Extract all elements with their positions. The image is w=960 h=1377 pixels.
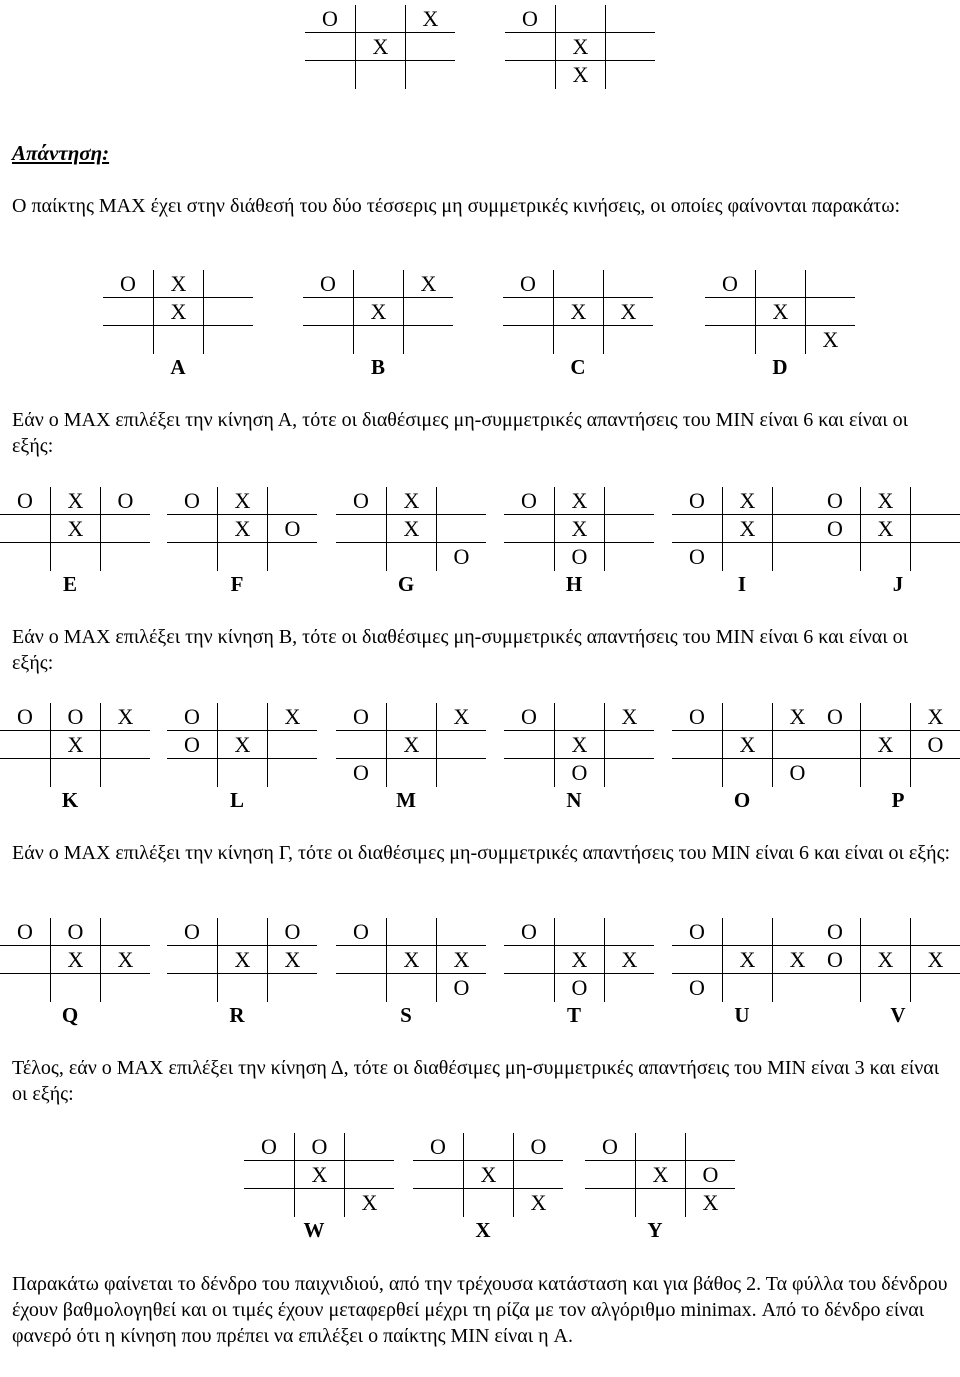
board-cell [0, 759, 50, 787]
board-cell: X [217, 515, 267, 543]
board-cell [504, 731, 554, 759]
board-label: A [170, 355, 186, 379]
board-label: W [303, 1218, 325, 1242]
board-cell [635, 1189, 685, 1217]
board-cell [604, 918, 654, 946]
board-cell: O [505, 5, 555, 33]
board-e [0, 487, 150, 571]
board-cell [860, 918, 910, 946]
board-cell [355, 5, 405, 33]
board-cell [436, 759, 486, 787]
board-cell [685, 1133, 735, 1161]
board-cell [167, 543, 217, 571]
board-label: J [892, 572, 904, 596]
board-cell [504, 946, 554, 974]
board-b [303, 270, 453, 354]
board-cell: O [167, 703, 217, 731]
board-cell [0, 731, 50, 759]
board-cell [386, 759, 436, 787]
board-cell [505, 33, 555, 61]
closing-paragraph: Παρακάτω φαίνεται το δένδρο του παιχνιδιού, από την τρέχουσα κατάσταση και για βάθος 2. Τα φύλλα του δένδρου έχουν βαθμολογηθεί και οι τιμές έχουν μεταφερθεί μέχρι τη ρίζα με τον αλγόριθμο minimax. Από το δένδρο είναι φανερό ότι η κίνηση που πρέπει να επιλέξει ο παίκτης MIN είναι η A. [12, 1273, 948, 1347]
board-cell: X [755, 298, 805, 326]
board-j [810, 487, 960, 571]
board-cell [860, 974, 910, 1002]
board-cell [554, 703, 604, 731]
board-cell [100, 731, 150, 759]
board-cell [203, 270, 253, 298]
board-cell: X [554, 515, 604, 543]
board-cell: X [722, 946, 772, 974]
board-cell: O [685, 1161, 735, 1189]
answer-heading: Απάντηση: [12, 141, 110, 165]
board-cell [553, 270, 603, 298]
board-label: K [61, 788, 79, 812]
board-cell: O [436, 974, 486, 1002]
board-cell: O [267, 515, 317, 543]
board-cell: O [303, 270, 353, 298]
board-cell [336, 515, 386, 543]
board-cell [554, 918, 604, 946]
board-cell: X [50, 946, 100, 974]
board-cell: O [672, 918, 722, 946]
board-q [0, 918, 150, 1002]
board-cell [604, 759, 654, 787]
board-cell: X [722, 731, 772, 759]
board-cell [722, 974, 772, 1002]
board-d [705, 270, 855, 354]
board-cell [555, 5, 605, 33]
board-cell: O [585, 1133, 635, 1161]
board-cell: O [672, 703, 722, 731]
board-cell: X [217, 731, 267, 759]
board-cell [603, 270, 653, 298]
board-cell: X [463, 1161, 513, 1189]
board-cell: X [860, 946, 910, 974]
board-cell [153, 326, 203, 354]
board-cell [910, 759, 960, 787]
board-cell: O [267, 918, 317, 946]
board-cell [672, 946, 722, 974]
board-cell [405, 33, 455, 61]
board-cell: O [336, 487, 386, 515]
board-n [504, 703, 654, 787]
board-cell: X [50, 487, 100, 515]
board-cell: O [336, 703, 386, 731]
board-v [810, 918, 960, 1002]
board-cell: O [305, 5, 355, 33]
board-cell [810, 759, 860, 787]
board-cell: O [672, 487, 722, 515]
board-cell: O [504, 918, 554, 946]
board-m [336, 703, 486, 787]
board-cell: O [554, 759, 604, 787]
board-cell [910, 543, 960, 571]
board-cell: X [153, 298, 203, 326]
board-label: T [566, 1003, 581, 1027]
board-cell: O [0, 918, 50, 946]
board-p [810, 703, 960, 787]
board-cell [217, 759, 267, 787]
board-cell [604, 731, 654, 759]
board-cell: X [294, 1161, 344, 1189]
board-cell [344, 1161, 394, 1189]
board-cell: X [805, 326, 855, 354]
board-cell: X [554, 731, 604, 759]
board-cell [604, 974, 654, 1002]
top-board [505, 5, 655, 89]
board-cell: O [513, 1133, 563, 1161]
board-label: H [565, 572, 583, 596]
board-cell [504, 543, 554, 571]
board-cell: X [217, 487, 267, 515]
board-cell: X [554, 487, 604, 515]
board-cell [436, 918, 486, 946]
board-cell: O [103, 270, 153, 298]
board-cell [386, 703, 436, 731]
board-u [672, 918, 822, 1002]
board-label: G [397, 572, 415, 596]
board-cell: X [344, 1189, 394, 1217]
board-cell: X [436, 703, 486, 731]
board-s [336, 918, 486, 1002]
board-cell: X [50, 515, 100, 543]
board-cell [267, 759, 317, 787]
board-cell [504, 974, 554, 1002]
board-l [167, 703, 317, 787]
board-cell [672, 515, 722, 543]
board-cell [50, 974, 100, 1002]
board-cell: X [555, 61, 605, 89]
board-cell: X [860, 731, 910, 759]
board-cell: X [353, 298, 403, 326]
board-cell [103, 298, 153, 326]
board-cell [336, 946, 386, 974]
board-cell: O [436, 543, 486, 571]
board-label: N [566, 788, 582, 812]
board-x [413, 1133, 563, 1217]
board-cell: X [405, 5, 455, 33]
board-cell: O [689, 975, 705, 1000]
board-cell: X [685, 1189, 735, 1217]
board-cell: X [386, 515, 436, 543]
board-cell [405, 61, 455, 89]
board-cell [585, 1189, 635, 1217]
board-cell: X [217, 946, 267, 974]
board-cell [0, 515, 50, 543]
board-cell: X [436, 946, 486, 974]
board-label: C [570, 355, 586, 379]
board-cell: X [910, 946, 960, 974]
board-cell: O [167, 487, 217, 515]
board-r [167, 918, 317, 1002]
board-cell [103, 326, 153, 354]
board-cell: O [50, 703, 100, 731]
board-cell: O [50, 918, 100, 946]
board-cell [50, 759, 100, 787]
board-cell [336, 731, 386, 759]
board-label: B [370, 355, 385, 379]
board-cell [810, 731, 860, 759]
board-cell: X [386, 946, 436, 974]
board-cell [386, 974, 436, 1002]
board-cell [0, 946, 50, 974]
board-cell: O [910, 731, 960, 759]
board-cell [267, 974, 317, 1002]
board-cell: X [604, 946, 654, 974]
board-cell [294, 1189, 344, 1217]
board-cell [860, 543, 910, 571]
board-cell: O [810, 487, 860, 515]
board-cell [305, 61, 355, 89]
board-cell [344, 1133, 394, 1161]
board-cell [305, 33, 355, 61]
board-cell: X [860, 515, 910, 543]
board-label: F [230, 572, 244, 596]
board-cell [100, 515, 150, 543]
board-cell: X [910, 703, 960, 731]
board-cell: O [167, 918, 217, 946]
board-o [672, 703, 822, 787]
board-cell: O [167, 731, 217, 759]
board-label: V [890, 1003, 906, 1027]
board-cell [355, 61, 405, 89]
top-board [305, 5, 455, 89]
board-cell: X [267, 946, 317, 974]
board-cell: O [689, 544, 705, 569]
board-cell [50, 543, 100, 571]
board-cell: O [810, 703, 860, 731]
board-cell [244, 1189, 294, 1217]
board-cell [167, 759, 217, 787]
board-w [244, 1133, 394, 1217]
board-cell: O [353, 760, 369, 785]
board-cell [353, 326, 403, 354]
board-label: U [734, 1003, 750, 1027]
board-cell: X [355, 33, 405, 61]
board-cell: O [554, 543, 604, 571]
board-label: E [62, 572, 77, 596]
board-cell [217, 918, 267, 946]
board-cell: O [294, 1133, 344, 1161]
board-cell [436, 515, 486, 543]
board-cell [386, 543, 436, 571]
board-cell: O [810, 918, 860, 946]
board-label: Y [647, 1218, 663, 1242]
board-cell [217, 974, 267, 1002]
board-cell: O [100, 487, 150, 515]
board-label: P [891, 788, 905, 812]
board-a [103, 270, 253, 354]
board-cell [217, 543, 267, 571]
board-cell: X [722, 487, 772, 515]
board-cell [603, 326, 653, 354]
board-cell [604, 515, 654, 543]
board-cell [203, 326, 253, 354]
board-cell [0, 543, 50, 571]
board-cell: X [513, 1189, 563, 1217]
board-cell [217, 703, 267, 731]
board-cell: O [705, 270, 755, 298]
board-cell: X [153, 270, 203, 298]
board-cell [100, 918, 150, 946]
board-t [504, 918, 654, 1002]
board-cell [167, 515, 217, 543]
board-label: I [737, 572, 747, 596]
board-cell [353, 270, 403, 298]
paragraph-move-a: Εάν ο MAX επιλέξει την κίνηση Α, τότε οι διαθέσιμες μη-συμμετρικές απαντήσεις του MIN είναι 6 και είναι οι εξής: [12, 409, 909, 457]
board-cell [463, 1133, 513, 1161]
board-cell [436, 487, 486, 515]
board-cell [604, 543, 654, 571]
board-cell: X [50, 731, 100, 759]
intro-paragraph: Ο παίκτης MAX έχει στην διάθεσή του δύο τέσσερις μη συμμετρικές κινήσεις, οι οποίες φαίνονται παρακάτω: [12, 195, 901, 217]
board-cell: O [244, 1133, 294, 1161]
board-cell [167, 946, 217, 974]
board-cell: O [0, 487, 50, 515]
board-cell: X [772, 946, 822, 974]
paragraph-move-c: Εάν ο MAX επιλέξει την κίνηση Γ, τότε οι διαθέσιμες μη-συμμετρικές απαντήσεις του MIN είναι 6 και είναι οι εξής: [12, 842, 951, 864]
board-cell: X [604, 703, 654, 731]
board-cell [722, 918, 772, 946]
paragraph-move-b: Εάν ο MAX επιλέξει την κίνηση B, τότε οι διαθέσιμες μη-συμμετρικές απαντήσεις του MIN είναι 6 και είναι οι εξής: [12, 626, 909, 674]
board-cell [386, 918, 436, 946]
board-cell [413, 1161, 463, 1189]
board-c [503, 270, 653, 354]
board-cell [0, 974, 50, 1002]
board-cell [303, 298, 353, 326]
board-cell: O [504, 487, 554, 515]
board-cell [505, 61, 555, 89]
board-cell [167, 974, 217, 1002]
board-cell [810, 974, 860, 1002]
board-cell: X [100, 946, 150, 974]
board-cell: X [386, 731, 436, 759]
board-label: D [772, 355, 788, 379]
board-cell [203, 298, 253, 326]
board-cell [336, 974, 386, 1002]
board-label: L [229, 788, 244, 812]
board-label: O [733, 788, 751, 812]
board-cell [244, 1161, 294, 1189]
board-cell [722, 759, 772, 787]
board-cell: X [772, 703, 822, 731]
board-cell [605, 61, 655, 89]
board-label: Q [61, 1003, 79, 1027]
board-cell [722, 703, 772, 731]
board-cell: O [0, 703, 50, 731]
board-cell: X [553, 298, 603, 326]
board-i [672, 487, 822, 571]
board-cell [504, 759, 554, 787]
board-cell: X [635, 1161, 685, 1189]
board-f [167, 487, 317, 571]
board-cell [860, 703, 910, 731]
board-cell: O [772, 759, 822, 787]
board-cell [810, 543, 860, 571]
board-cell [336, 543, 386, 571]
board-cell [513, 1161, 563, 1189]
board-label: X [475, 1218, 491, 1242]
board-cell [553, 326, 603, 354]
board-cell: X [100, 703, 150, 731]
board-cell: O [413, 1133, 463, 1161]
board-cell [585, 1161, 635, 1189]
board-cell: O [810, 515, 860, 543]
board-cell [303, 326, 353, 354]
board-cell [805, 270, 855, 298]
board-cell [635, 1133, 685, 1161]
board-k [0, 703, 150, 787]
board-g [336, 487, 486, 571]
board-cell: X [403, 270, 453, 298]
paragraph-move-d: Τέλος, εάν ο MAX επιλέξει την κίνηση Δ, τότε οι διαθέσιμες μη-συμμετρικές απαντήσεις του MIN είναι 3 και είναι οι εξής: [12, 1057, 940, 1105]
board-cell: O [503, 270, 553, 298]
board-cell [403, 298, 453, 326]
board-cell [910, 515, 960, 543]
board-h [504, 487, 654, 571]
board-cell [860, 759, 910, 787]
board-cell [672, 731, 722, 759]
board-cell [413, 1189, 463, 1217]
board-cell [100, 543, 150, 571]
board-cell: O [554, 974, 604, 1002]
board-cell [267, 487, 317, 515]
board-cell [503, 326, 553, 354]
board-cell [100, 974, 150, 1002]
board-cell: X [554, 946, 604, 974]
board-cell: O [810, 946, 860, 974]
board-cell: X [603, 298, 653, 326]
board-cell [910, 918, 960, 946]
board-cell [722, 543, 772, 571]
board-cell [755, 270, 805, 298]
board-cell [463, 1189, 513, 1217]
board-cell: X [860, 487, 910, 515]
board-y [585, 1133, 735, 1217]
board-label: S [400, 1003, 412, 1027]
board-cell: X [267, 703, 317, 731]
board-cell [672, 759, 722, 787]
board-cell: X [386, 487, 436, 515]
board-cell [504, 515, 554, 543]
board-cell: O [336, 918, 386, 946]
board-cell [705, 298, 755, 326]
board-cell [436, 731, 486, 759]
board-cell [605, 33, 655, 61]
board-cell [403, 326, 453, 354]
board-cell [910, 974, 960, 1002]
board-cell [503, 298, 553, 326]
board-cell [100, 759, 150, 787]
board-cell [755, 326, 805, 354]
board-cell: X [555, 33, 605, 61]
board-cell [805, 298, 855, 326]
board-cell: O [504, 703, 554, 731]
board-cell [605, 5, 655, 33]
board-cell [705, 326, 755, 354]
board-cell [604, 487, 654, 515]
board-cell [267, 731, 317, 759]
board-cell: X [722, 515, 772, 543]
board-cell [910, 487, 960, 515]
board-cell [267, 543, 317, 571]
board-label: R [229, 1003, 245, 1027]
board-label: M [396, 788, 416, 812]
